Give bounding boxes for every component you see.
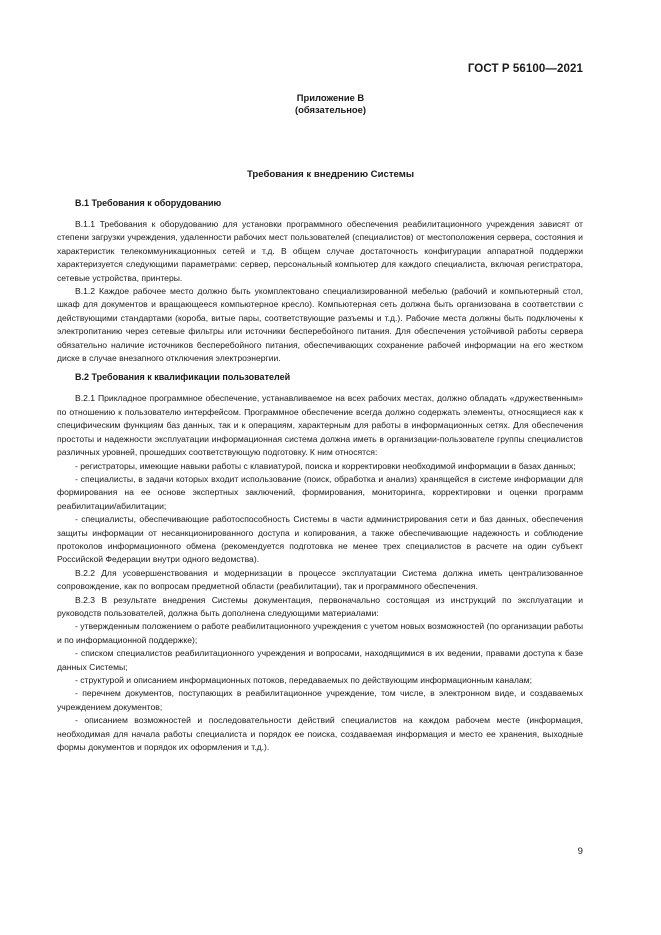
document-body: [57, 197, 583, 754]
list-item: - утвержденным положением о работе реабилитационного учреждения с учетом новых возможностей (по организации работы и по информационной поддержке);: [57, 621, 583, 645]
paragraph: В.2.1 Прикладное программное обеспечение, устанавливаемое на всех рабочих местах, должно обладать «дружественным» по отношению к пользователю интерфейсом. Программное обеспечение всегда должно содержать элементы, относящиеся как к специфическим функциям баз данных, так и к операциям, характерным для работы в информационных сетях. Для обеспечения простоты и надежности эксплуатации информационная система должна иметь в организации-пользователе группы специалистов различных уровней, прошедших соответствующую подготовку. К ним относятся:: [57, 393, 583, 458]
appendix-title: Приложение В: [296, 92, 365, 103]
paragraph: В.1.1 Требования к оборудованию для установки программного обеспечения реабилитационного учреждения зависят от степени загрузки учреждения, удаленности рабочих мест пользователей (специалистов) от местоположения сервера, состояния и характеристик телекоммуникационных сетей и т.д. В общем случае достаточность конфигурации аппаратной поддержки характеризуется следующими параметрами: сервер, персональный компьютер для каждого специалиста, включая регистратора, сетевые устройства, принтеры.: [57, 219, 583, 283]
subsection-heading: В.2 Требования к квалификации пользователей: [75, 372, 291, 383]
standard-number: ГОСТ Р 56100—2021: [467, 63, 583, 75]
page-number: 9: [577, 846, 583, 857]
paragraph: В.2.3 В результате внедрения Системы документация, первоначально состоящая из инструкций по эксплуатации и руководств пользователей, должна быть дополнена следующими материалами:: [57, 594, 583, 618]
appendix-heading: [0, 92, 661, 116]
paragraph: В.1.2 Каждое рабочее место должно быть укомплектовано специализированной мебелью (рабочий и компьютерный стол, шкаф для документов и вращающееся компьютерное кресло). Компьютерная сеть должна быть организована в соответствии с действующими стандартами (короба, витые пары, соответствующие разъемы и т.д.). Рабочие места должны быть подключены к электропитанию через сетевые фильтры или источники бесперебойного питания. Для обеспечения устойчивой работы сервера обязательно наличие источников бесперебойного питания, обеспечивающих сохранение рабочей информации на его жестком диске в случае внезапного отключения электроэнергии.: [57, 286, 583, 364]
list-item: - списком специалистов реабилитационного учреждения и вопросами, находящимися в их ведении, правами доступа к базе данных Системы;: [57, 648, 583, 672]
list-item: - структурой и описанием информационных потоков, передаваемых по действующим информационным каналам;: [75, 675, 532, 685]
list-item: - описанием возможностей и последовательности действий специалистов на каждом рабочем месте (информация, необходимая для начала работы специалиста и порядок ее поиска, создаваемая информация и место ее хранения, выходные формы документов и порядок их оформления и т.д.).: [57, 715, 583, 753]
list-item: - специалисты, в задачи которых входит использование (поиск, обработка и анализ) хранящейся в системе информации для формирования на ее основе экспертных заключений, формирования, мониторинга, корректировки и оценки программ реабилитации/абилитации;: [57, 473, 583, 511]
section-title: Требования к внедрению Системы: [246, 169, 415, 180]
appendix-status: (обязательное): [295, 104, 366, 115]
paragraph: В.2.2 Для усовершенствования и модернизации в процессе эксплуатации Система должна иметь централизованное сопровождение, как по вопросам предметной области (реабилитации), так и программного обеспечения.: [57, 567, 583, 592]
list-item: - перечнем документов, поступающих в реабилитационное учреждение, том числе, в электронном виде, и создаваемых учреждением документов;: [57, 688, 583, 712]
subsection-heading: В.1 Требования к оборудованию: [75, 198, 222, 208]
list-item: - регистраторы, имеющие навыки работы с клавиатурой, поиска и корректировки необходимой информации в базах данных;: [75, 460, 576, 471]
list-item: - специалисты, обеспечивающие работоспособность Системы в части администрирования сети и баз данных, обеспечения защиты информации от несанкционированного доступа и копирования, а также обеспечивающие надежность и соблюдение протоколов информационного обмена (рекомендуется подготовка не менее трех специалистов в расчете на один субъект Российской Федерации внутри одного ведомства).: [57, 514, 583, 565]
